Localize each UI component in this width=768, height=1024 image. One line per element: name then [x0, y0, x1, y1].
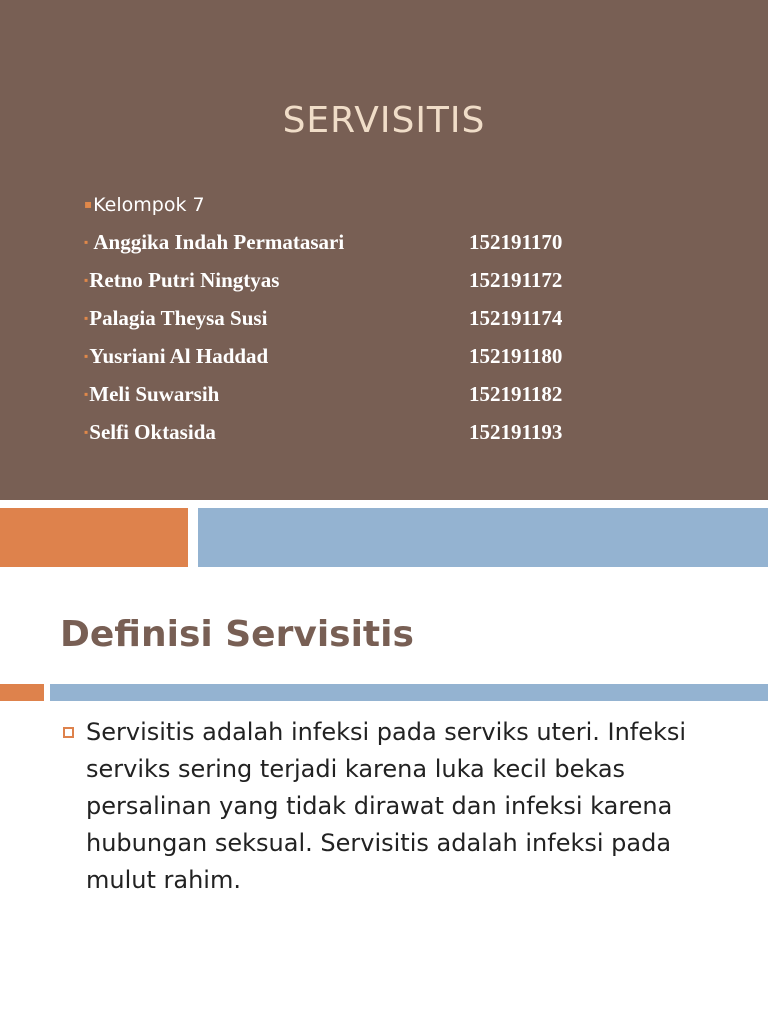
member-name: Yusriani Al Haddad: [89, 344, 269, 368]
member-name: Retno Putri Ningtyas: [89, 268, 280, 292]
bullet-dot-icon: ▪: [84, 311, 89, 325]
definition-title: Definisi Servisitis: [60, 614, 414, 655]
definition-text: Servisitis adalah infeksi pada serviks uteri. Infeksi serviks sering terjadi karena luka kecil bekas persalinan yang tidak dirawat dan infeksi karena hubungan seksual. Servisitis adalah infeksi pada mulut rahim.: [86, 718, 687, 894]
bullet-dot-icon: ▪: [84, 425, 89, 439]
member-row: [84, 268, 684, 306]
member-row: [84, 344, 684, 382]
square-bullet-icon: [63, 727, 74, 738]
slide-title-heading: SERVISITIS: [282, 100, 486, 141]
member-list: [84, 230, 684, 458]
bullet-dot-icon: ▪: [84, 387, 89, 401]
divider-bar-blue: [50, 684, 768, 701]
accent-bar-blue: [198, 508, 768, 567]
member-row: [84, 382, 684, 420]
slide-title: [0, 0, 768, 500]
group-label: [84, 194, 205, 216]
bullet-dot-icon: ▪: [84, 349, 89, 363]
member-nim: 152191193: [469, 420, 563, 444]
member-nim: 152191174: [469, 306, 563, 330]
member-name: Palagia Theysa Susi: [89, 306, 268, 330]
member-name: Selfi Oktasida: [89, 420, 216, 444]
member-row: [84, 420, 684, 458]
bullet-dot-icon: ▪: [84, 197, 93, 211]
member-nim: 152191170: [469, 230, 563, 254]
member-name: Meli Suwarsih: [89, 382, 220, 406]
member-row: [84, 306, 684, 344]
member-row: [84, 230, 684, 268]
accent-bar-orange: [0, 508, 188, 567]
member-nim: 152191182: [469, 382, 563, 406]
member-nim: 152191172: [469, 268, 563, 292]
group-label-text: Kelompok 7: [93, 194, 205, 216]
member-name: Anggika Indah Permatasari: [93, 230, 345, 254]
divider-bar-orange: [0, 684, 44, 701]
bullet-dot-icon: ▪: [84, 273, 89, 287]
bullet-dot-icon: ▪: [84, 235, 89, 249]
member-nim: 152191180: [469, 344, 563, 368]
